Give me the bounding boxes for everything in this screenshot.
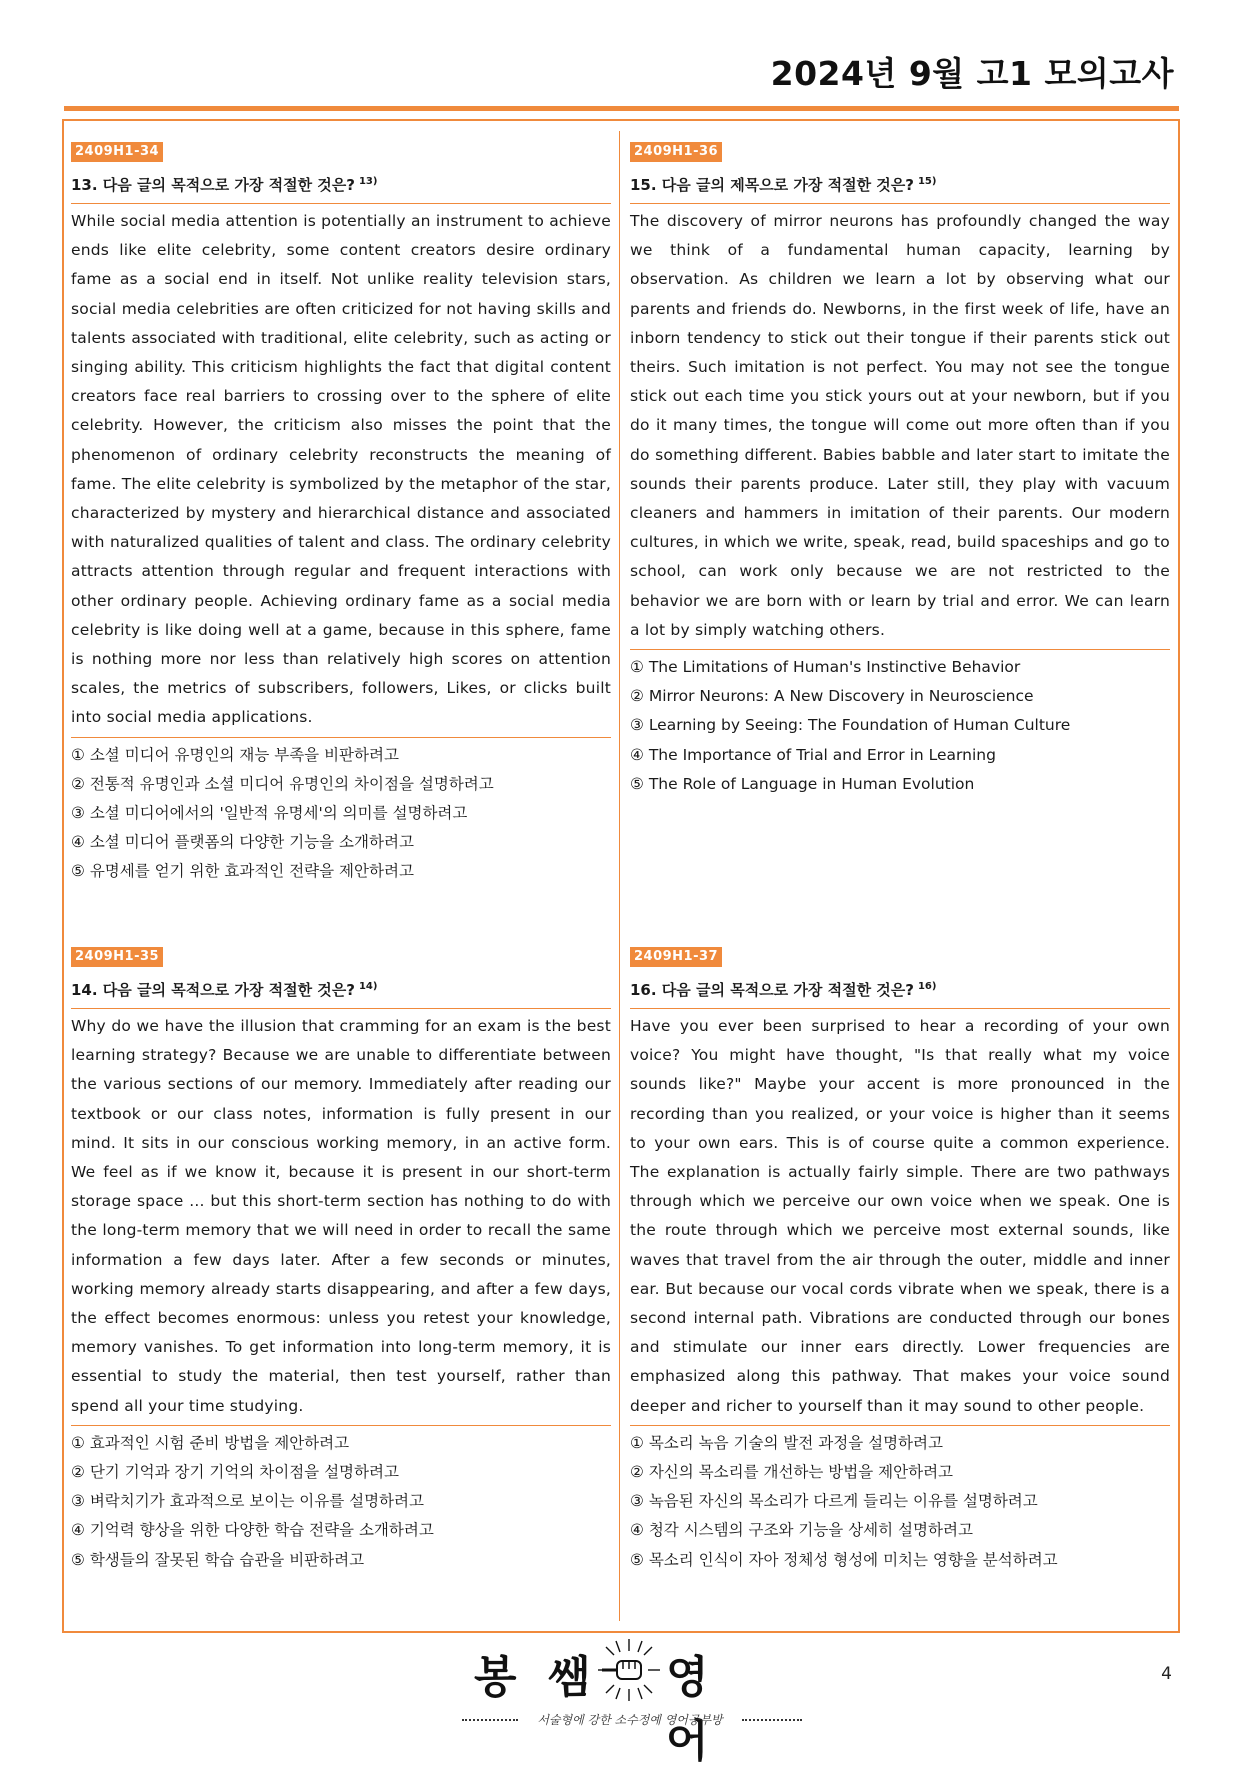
passage: Have you ever been surprised to hear a recording of your own voice? You might have thought, "Is that really what my voice sounds like?" Maybe your accent is more pronounced in the recording than you realized, or your voice is higher than it seems to your own ears. This is of course quite a common experience. The explanation is actually fairly simple. There are two pathways through which we perceive our own voice when we speak. One is the route through which we perceive most external sounds, like waves that travel from the air through the outer, middle and inner ear. But because our vocal cords vibrate when we speak, there is a second internal path. Vibrations are conducted through our bones and stimulate our inner ears directly. Lower frequencies are emphasized along this pathway. That makes your voice sound deeper and richer to yourself than it may sound to other people. [630,1009,1170,1426]
choice-2[interactable]: ② Mirror Neurons: A New Discovery in Neuroscience [630,687,1034,706]
choice-3[interactable]: ③ 녹음된 자신의 목소리가 다르게 들리는 이유를 설명하려고 [630,1492,1038,1511]
choice-3[interactable]: ③ Learning by Seeing: The Foundation of Human Culture [630,716,1071,735]
choice-1[interactable]: ① 소셜 미디어 유명인의 재능 부족을 비판하려고 [71,745,399,764]
logo-dots-right [742,1719,802,1721]
question-title: 14. 다음 글의 목적으로 가장 적절한 것은? $^{14)}$ [71,976,611,1009]
choice-5[interactable]: ⑤ The Role of Language in Human Evolution [630,774,975,793]
question-title: 15. 다음 글의 제목으로 가장 적절한 것은? $^{15)}$ [630,171,1170,204]
fist-burst-icon [594,1637,664,1703]
logo-text-left: 봉 쌤 [474,1652,599,1703]
choice-1[interactable]: ① 목소리 녹음 기술의 발전 과정을 설명하려고 [630,1433,943,1452]
choice-3[interactable]: ③ 소셜 미디어에서의 '일반적 유명세'의 의미를 설명하려고 [71,804,468,823]
choice-3[interactable]: ③ 벼락치기가 효과적으로 보이는 이유를 설명하려고 [71,1492,424,1511]
footnote-mark: 13) [358,176,378,187]
question-tag: 2409H1-34 [71,142,163,162]
choice-1[interactable]: ① The Limitations of Human's Instinctive Behavior [630,658,1021,677]
choice-4[interactable]: ④ 청각 시스템의 구조와 기능을 상세히 설명하려고 [630,1521,973,1540]
choice-list [71,1429,611,1575]
question-tag: 2409H1-36 [630,142,722,162]
logo-slogan: 서술형에 강한 소수정예 영어공부방 [537,1713,723,1727]
exam-title: 2024년 9월 고1 모의고사 [770,54,1174,93]
choice-1[interactable]: ① 효과적인 시험 준비 방법을 제안하려고 [71,1433,350,1452]
question-13 [71,140,611,887]
footnote-mark: 14) [358,981,378,992]
question-tag: 2409H1-37 [630,947,722,967]
column-divider [619,131,620,1621]
header-rule [64,106,1179,111]
question-tag: 2409H1-35 [71,947,163,967]
brand-logo [470,1641,790,1767]
question-15 [630,140,1170,799]
choice-5[interactable]: ⑤ 학생들의 잘못된 학습 습관을 비판하려고 [71,1550,365,1569]
choice-2[interactable]: ② 자신의 목소리를 개선하는 방법을 제안하려고 [630,1463,954,1482]
footnote-mark: 15) [917,176,937,187]
choice-4[interactable]: ④ The Importance of Trial and Error in Learning [630,745,996,764]
question-16 [630,945,1170,1575]
choice-list [71,741,611,887]
passage: Why do we have the illusion that cramming for an exam is the best learning strategy? Because we are unable to differentiate between the various sections of our memory. Immediately after reading our textbook or our class notes, information is fully present in our mind. It sits in our conscious working memory, in an active form. We feel as if we know it, because it is present in our short-term storage space ... but this short-term section has nothing to do with the long-term memory that we will need in order to recall the same information a few days later. After a few seconds or minutes, working memory already starts disappearing, and after a few days, the effect becomes enormous: unless you retest your knowledge, memory vanishes. To get information into long-term memory, it is essential to study the material, then test yourself, rather than spend all your time studying. [71,1009,611,1426]
choice-5[interactable]: ⑤ 유명세를 얻기 위한 효과적인 전략을 제안하려고 [71,862,414,881]
question-14 [71,945,611,1575]
passage: While social media attention is potentially an instrument to achieve ends like elite celebrity, some content creators desire ordinary fame as a social end in itself. Not unlike reality television stars, social media celebrities are often criticized for not having skills and talents associated with traditional, elite celebrity, such as acting or singing ability. This criticism highlights the fact that digital content creators face real barriers to crossing over to the sphere of elite celebrity. However, the criticism also misses the point that the phenomenon of ordinary celebrity reconstructs the meaning of fame. The elite celebrity is symbolized by the metaphor of the star, characterized by mystery and hierarchical distance and associated with naturalized qualities of talent and class. The ordinary celebrity attracts attention through regular and frequent interactions with other ordinary people. Achieving ordinary fame as a social media celebrity is like doing well at a game, because in this sphere, fame is nothing more nor less than relatively high scores on attention scales, the metrics of subscribers, followers, Likes, or clicks built into social media applications. [71,204,611,738]
page-number: 4 [1161,1664,1172,1684]
choice-4[interactable]: ④ 기억력 향상을 위한 다양한 학습 전략을 소개하려고 [71,1521,434,1540]
footnote-mark: 16) [917,981,937,992]
choice-5[interactable]: ⑤ 목소리 인식이 자아 정체성 형성에 미치는 영향을 분석하려고 [630,1550,1058,1569]
choice-list [630,653,1170,799]
question-title: 16. 다음 글의 목적으로 가장 적절한 것은? $^{16)}$ [630,976,1170,1009]
choice-list [630,1429,1170,1575]
choice-4[interactable]: ④ 소셜 미디어 플랫폼의 다양한 기능을 소개하려고 [71,833,414,852]
logo-text-right: 영 어 [666,1652,717,1767]
choice-2[interactable]: ② 전통적 유명인과 소셜 미디어 유명인의 차이점을 설명하려고 [71,774,494,793]
question-title: 13. 다음 글의 목적으로 가장 적절한 것은? $^{13)}$ [71,171,611,204]
choice-2[interactable]: ② 단기 기억과 장기 기억의 차이점을 설명하려고 [71,1463,399,1482]
passage: The discovery of mirror neurons has profoundly changed the way we think of a fundamental human capacity, learning by observation. As children we learn a lot by observing what our parents and friends do. Newborns, in the first week of life, have an inborn tendency to stick out their tongue if their parents stick out theirs. Such imitation is not perfect. You may not see the tongue stick out each time you stick yours out at your newborn, but if you do it many times, the tongue will come out more often than if you do something different. Babies babble and later start to imitate the sounds their parents produce. Later still, they play with vacuum cleaners and hammers in imitation of their parents. Our modern cultures, in which we write, speak, read, build spaceships and go to school, can work only because we are not restricted to the behavior we are born with or learn by trial and error. We can learn a lot by simply watching others. [630,204,1170,650]
